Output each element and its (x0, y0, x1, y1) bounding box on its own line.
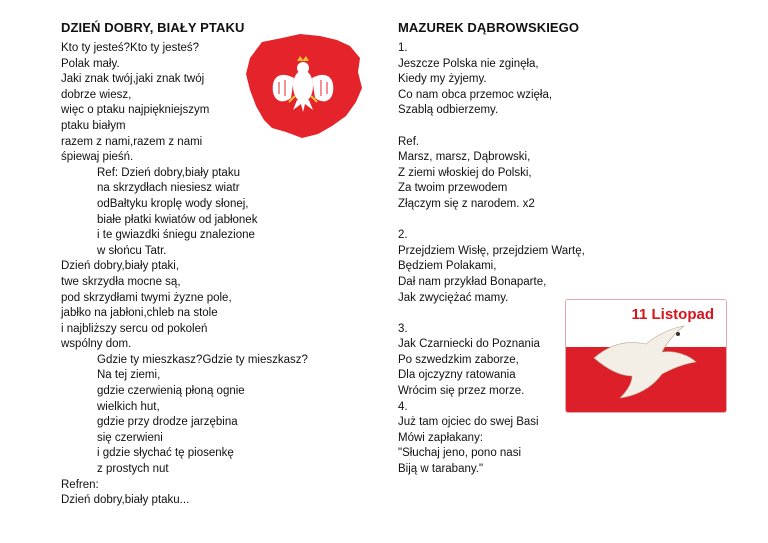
song-lyrics-right (398, 41, 585, 478)
song-title-left: DZIEŃ DOBRY, BIAŁY PTAKU (61, 20, 245, 35)
lyric-line: się czerwieni (97, 431, 163, 444)
independence-day-badge (565, 299, 727, 413)
lyric-line: śpiewaj pieśń. (61, 151, 134, 164)
lyric-line: Złączym się z narodem. x2 (398, 197, 535, 210)
lyric-line: ptaku białym (61, 119, 126, 132)
lyric-line: gdzie czerwienią płoną ognie (97, 385, 245, 398)
lyric-line: razem z nami,razem z nami (61, 135, 203, 148)
lyric-line: Ref. (398, 135, 420, 148)
lyric-line: Już tam ojciec do swej Basi (398, 416, 539, 429)
blank-line (398, 306, 585, 322)
lyric-line: jabłko na jabłoni,chleb na stole (61, 307, 218, 320)
lyric-line: i te gwiazdki śniegu znalezione (97, 229, 255, 242)
lyric-line: i gdzie słychać tę piosenkę (97, 447, 234, 460)
lyric-line: "Słuchaj jeno, pono nasi (398, 447, 522, 460)
lyric-line: Dzień dobry,biały ptaku... (61, 494, 190, 507)
blank-line (398, 213, 585, 229)
lyric-line: gdzie przy drodze jarzębina (97, 416, 238, 429)
lyric-line: dobrze wiesz, (61, 88, 132, 101)
lyric-line: Gdzie ty mieszkasz?Gdzie ty mieszkasz? (97, 353, 308, 366)
lyric-line: Z ziemi włoskiej do Polski, (398, 166, 532, 179)
lyric-line: Szablą odbierzemy. (398, 104, 499, 117)
lyric-line: Polak mały. (61, 57, 120, 70)
blank-line (398, 119, 585, 135)
lyric-line: z prostych nut (97, 463, 169, 476)
lyric-line: Po szwedzkim zaborze, (398, 353, 519, 366)
song-title-right: MAZUREK DĄBROWSKIEGO (398, 20, 580, 35)
lyric-line: więc o ptaku najpiękniejszym (61, 104, 210, 117)
lyric-line: Kto ty jesteś?Kto ty jesteś? (61, 42, 200, 54)
lyric-line: Co nam obca przemoc wzięła, (398, 88, 553, 101)
lyric-line: 1. (398, 42, 408, 54)
lyric-line: wspólny dom. (61, 338, 132, 351)
lyric-line: Na tej ziemi, (97, 369, 161, 382)
badge-title: 11 Listopad (631, 306, 714, 323)
lyric-line: białe płatki kwiatów od jabłonek (97, 213, 258, 226)
lyric-line: Jak zwyciężać mamy. (398, 291, 509, 304)
lyric-line: Ref: Dzień dobry,biały ptaku (97, 166, 240, 179)
lyric-line: twe skrzydła mocne są, (61, 275, 181, 288)
lyric-line: Kiedy my żyjemy. (398, 73, 487, 86)
poland-map-eagle-icon (242, 32, 365, 140)
lyric-line: Dzień dobry,biały ptaki, (61, 260, 180, 273)
lyric-line: odBałtyku kroplę wody słonej, (97, 197, 249, 210)
lyric-line: i najbliższy sercu od pokoleń (61, 322, 208, 335)
lyric-line: Wrócim się przez morze. (398, 385, 525, 398)
lyric-line: Mówi zapłakany: (398, 431, 484, 444)
lyric-line: 4. (398, 400, 408, 413)
lyric-line: Jaki znak twój,jaki znak twój (61, 73, 205, 86)
lyric-line: Będziem Polakami, (398, 260, 497, 273)
lyric-line: na skrzydłach niesiesz wiatr (97, 182, 240, 195)
lyric-line: pod skrzydłami twymi żyzne pole, (61, 291, 232, 304)
lyric-line: Dał nam przykład Bonaparte, (398, 275, 547, 288)
lyric-line: Refren: (61, 478, 99, 491)
lyric-line: Jeszcze Polska nie zginęła, (398, 57, 539, 70)
lyric-line: 2. (398, 229, 408, 242)
lyric-line: wielkich hut, (97, 400, 160, 413)
lyric-line: 3. (398, 322, 408, 335)
lyric-line: Marsz, marsz, Dąbrowski, (398, 151, 531, 164)
lyric-line: Dla ojczyzny ratowania (398, 369, 516, 382)
lyric-line: Przejdziem Wisłę, przejdziem Wartę, (398, 244, 585, 257)
lyric-line: Biją w tarabany." (398, 463, 484, 476)
lyric-line: w słońcu Tatr. (97, 244, 167, 257)
lyric-line: Za twoim przewodem (398, 182, 508, 195)
lyric-line: Jak Czarniecki do Poznania (398, 338, 540, 351)
